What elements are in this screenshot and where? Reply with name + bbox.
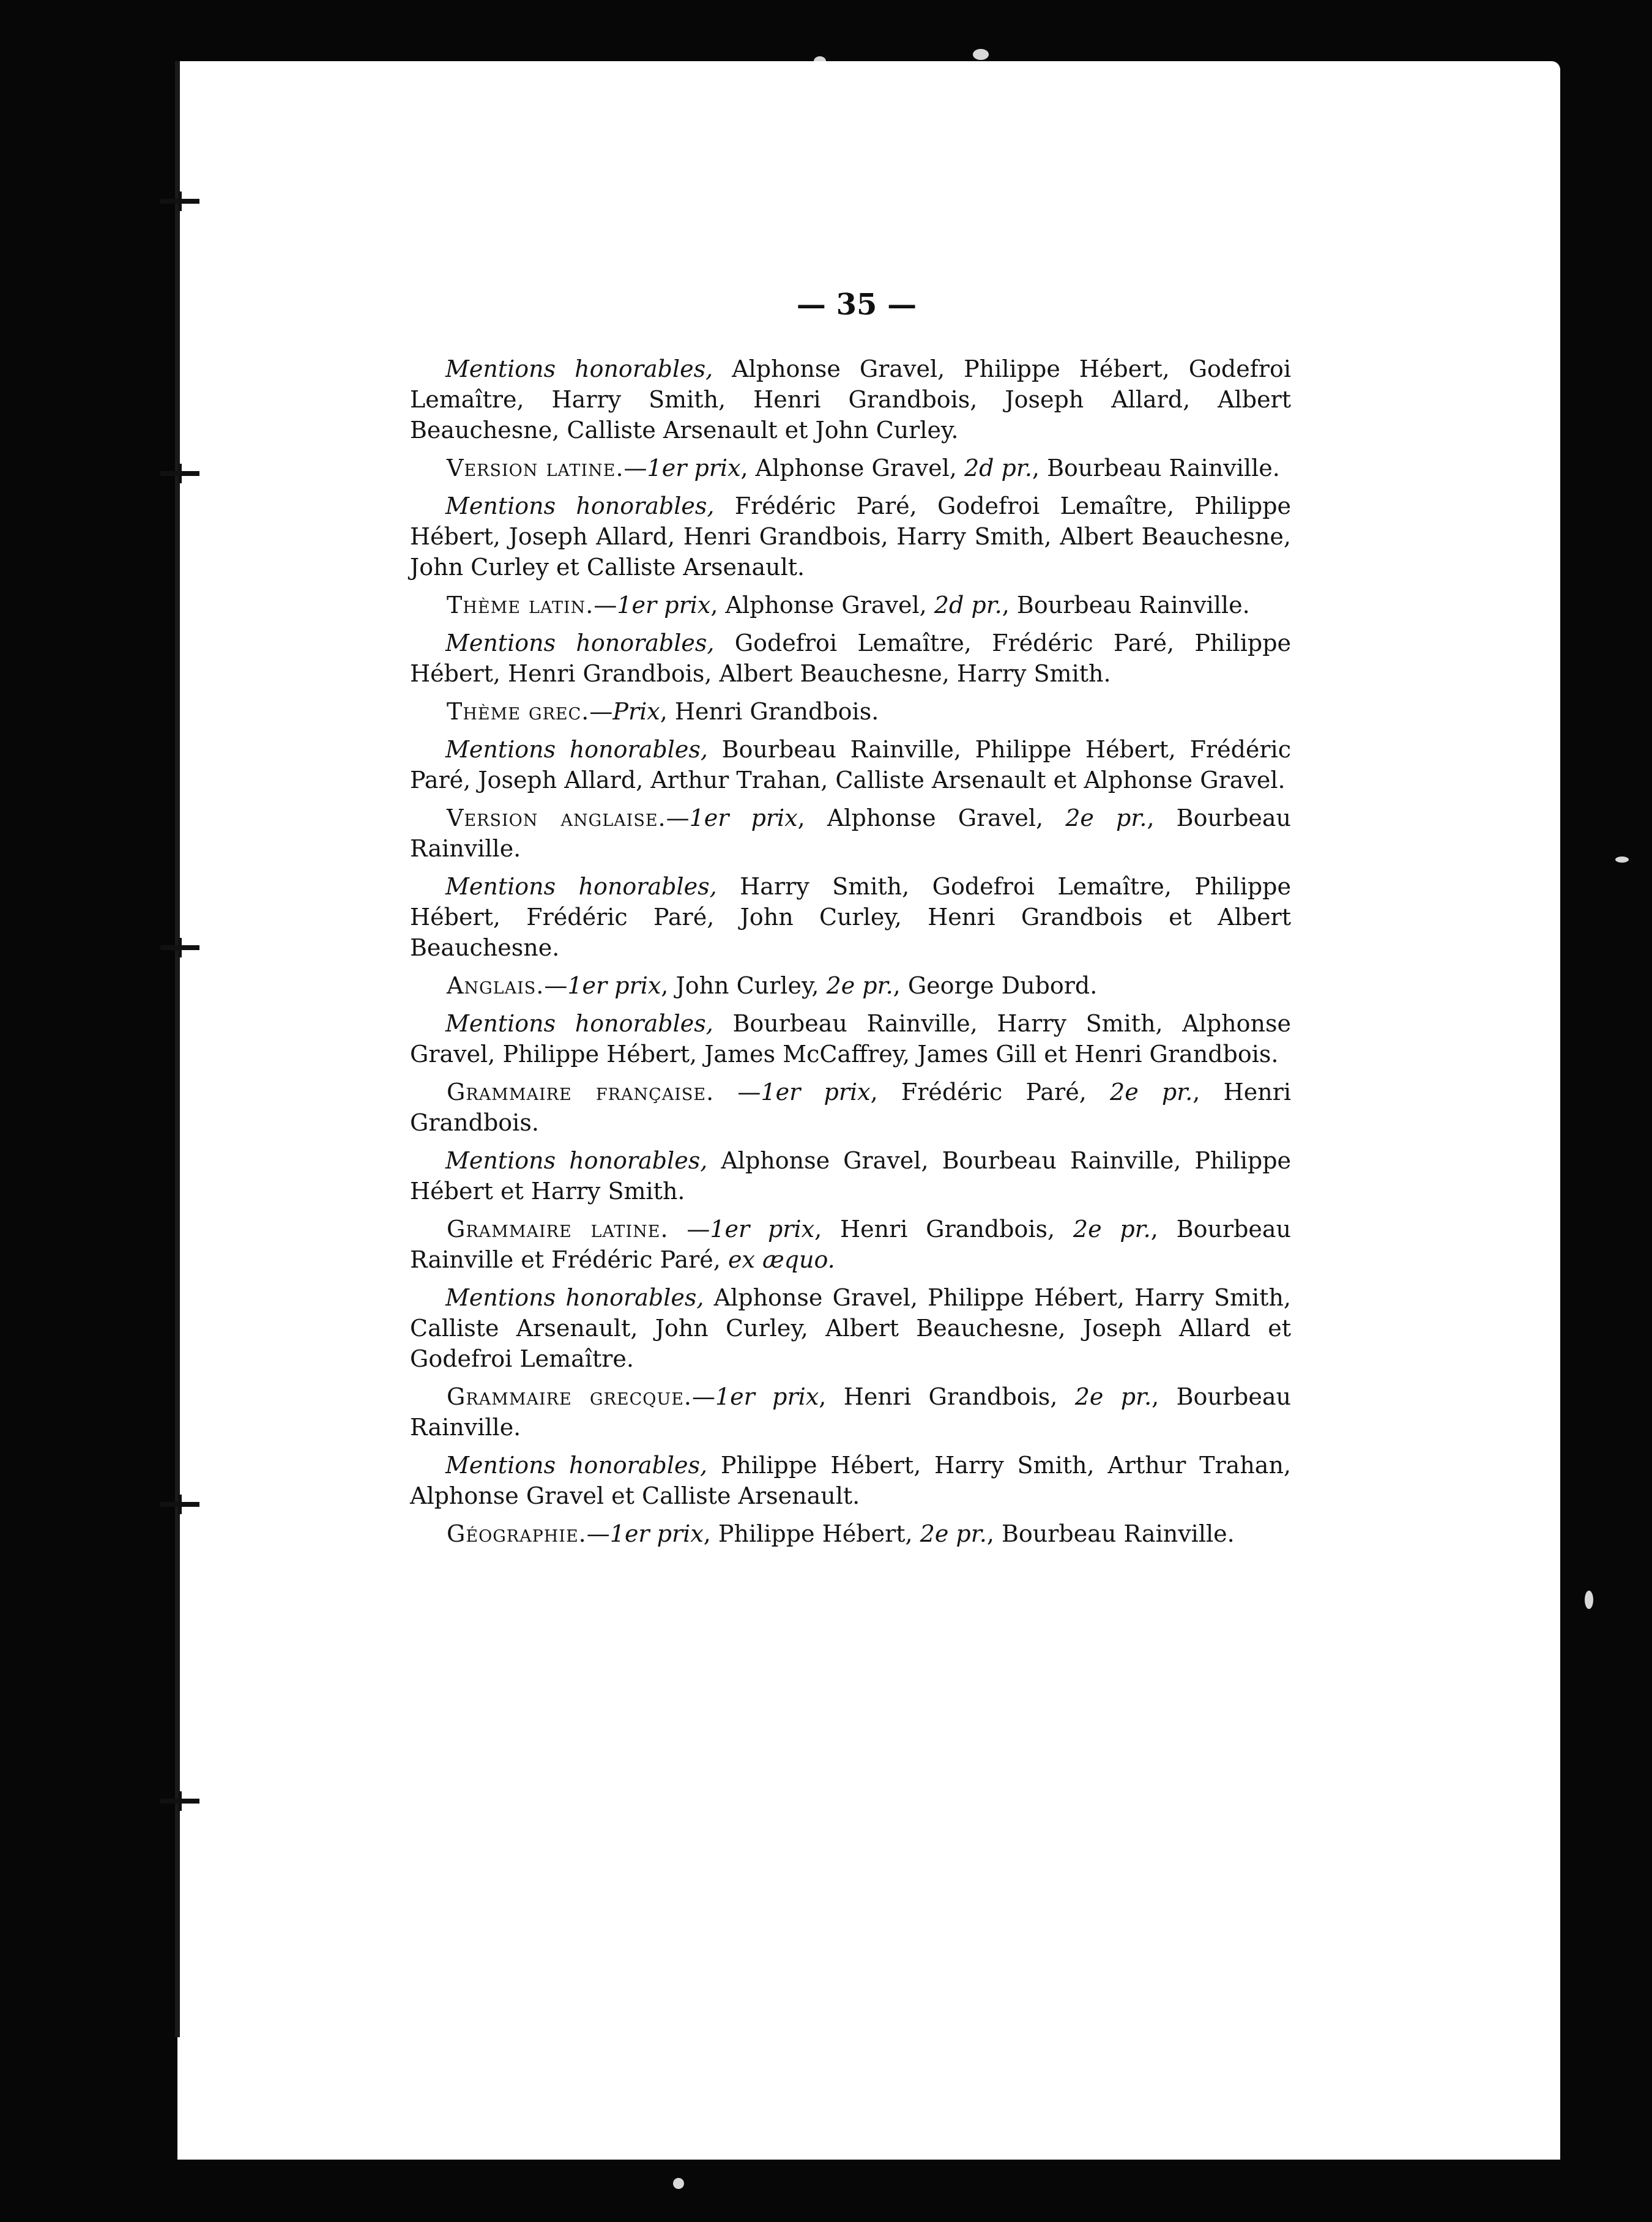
prize-text: , Bourbeau Rainville. xyxy=(1002,592,1250,619)
prize-rank: 2e pr. xyxy=(1074,1383,1152,1410)
prize-text: , Henri Grandbois. xyxy=(660,698,879,725)
prize-paragraph xyxy=(410,803,1291,864)
subject-heading: Grammaire latine. xyxy=(447,1216,669,1243)
subject-heading: Grammaire française. xyxy=(447,1079,715,1105)
prize-text: — xyxy=(589,698,613,725)
prize-text: , Bourbeau Rainville. xyxy=(1032,455,1280,481)
prize-text: — xyxy=(623,455,647,481)
mentions-label: Mentions honorables, xyxy=(445,736,708,763)
prize-rank: 2e pr. xyxy=(1065,804,1147,831)
binding-stitch xyxy=(160,199,199,204)
mentions-names: Godefroi Lemaître, Frédéric Paré, Philippe Hébert, Henri Grandbois, Albert Beauchesne, Harry Smith. xyxy=(410,630,1292,687)
prize-paragraph xyxy=(410,1077,1291,1138)
mentions-label: Mentions honorables, xyxy=(445,1284,704,1311)
prize-text: , Frédéric Paré, xyxy=(870,1079,1111,1105)
subject-heading: Anglais. xyxy=(447,972,545,999)
prize-rank: ex æquo. xyxy=(727,1246,835,1273)
prize-paragraph xyxy=(410,1214,1291,1275)
mentions-label: Mentions honorables, xyxy=(445,492,715,519)
scan-speck xyxy=(973,49,989,60)
prize-rank: 1er prix xyxy=(617,592,711,619)
prize-text: , Henri Grandbois, xyxy=(819,1383,1075,1410)
prize-text: , Henri Grandbois, xyxy=(814,1216,1073,1243)
prize-text: , Bourbeau Rainville. xyxy=(986,1520,1235,1547)
prize-paragraph xyxy=(410,970,1291,1001)
prize-rank: 1er prix xyxy=(710,1216,815,1243)
honorable-mentions-paragraph xyxy=(410,628,1291,689)
mentions-label: Mentions honorables, xyxy=(445,1010,713,1037)
prize-text: — xyxy=(593,592,617,619)
prize-rank: 2d pr. xyxy=(934,592,1002,619)
prize-text: — xyxy=(544,972,568,999)
prize-rank: 1er prix xyxy=(567,972,661,999)
prize-rank: 2d pr. xyxy=(964,455,1032,481)
prize-text: , Alphonse Gravel, xyxy=(797,804,1066,831)
subject-heading: Grammaire grecque. xyxy=(447,1383,692,1410)
honorable-mentions-paragraph xyxy=(410,1282,1291,1374)
prize-rank: 1er prix xyxy=(647,455,741,481)
mentions-label: Mentions honorables, xyxy=(445,630,715,656)
scan-speck xyxy=(1615,856,1629,863)
honorable-mentions-paragraph xyxy=(410,354,1291,445)
subject-heading: Version anglaise. xyxy=(447,804,666,831)
prize-rank: Prix xyxy=(612,698,660,725)
mentions-names: Philippe Hébert, Harry Smith, Arthur Trahan, Alphonse Gravel et Calliste Arsenault. xyxy=(410,1452,1292,1509)
prize-text: — xyxy=(691,1383,715,1410)
mentions-names: Bourbeau Rainville, Philippe Hébert, Frédéric Paré, Joseph Allard, Arthur Trahan, Calliste Arsenault et Alphonse Gravel. xyxy=(410,736,1291,793)
subject-heading: Thème latin. xyxy=(447,592,594,619)
prize-text: , George Dubord. xyxy=(893,972,1098,999)
binding-stitch xyxy=(160,471,199,476)
prize-text: , Henri Grandbois. xyxy=(410,1079,1292,1136)
mentions-names: Frédéric Paré, Godefroi Lemaître, Philippe Hébert, Joseph Allard, Henri Grandbois, Harry Smith, Albert Beauchesne, John Curley et Calliste Arsenault. xyxy=(410,492,1292,581)
binding-stitch xyxy=(160,1502,199,1507)
prize-paragraph xyxy=(410,1518,1291,1549)
mentions-names: Alphonse Gravel, Philippe Hébert, Godefroi Lemaître, Harry Smith, Henri Grandbois, Joseph Allard, Albert Beauchesne, Calliste Arsenault et John Curley. xyxy=(410,355,1291,444)
scan-speck xyxy=(673,2178,684,2189)
binding-edge xyxy=(175,61,180,2037)
prize-text: , John Curley, xyxy=(661,972,827,999)
mentions-label: Mentions honorables, xyxy=(445,1147,708,1174)
prize-rank: 1er prix xyxy=(689,804,798,831)
prize-text: — xyxy=(586,1520,610,1547)
prize-rank: 1er prix xyxy=(761,1079,871,1105)
mentions-label: Mentions honorables, xyxy=(445,873,717,900)
honorable-mentions-paragraph xyxy=(410,1008,1291,1069)
prize-paragraph xyxy=(410,696,1291,727)
prize-paragraph xyxy=(410,590,1291,620)
prize-rank: 1er prix xyxy=(609,1520,704,1547)
prize-text: — xyxy=(668,1216,710,1243)
prize-text: , Bourbeau Rainville. xyxy=(410,1383,1291,1441)
prize-text: , Alphonse Gravel, xyxy=(740,455,964,481)
mentions-label: Mentions honorables, xyxy=(445,355,713,382)
honorable-mentions-paragraph xyxy=(410,1145,1291,1206)
binding-stitch xyxy=(160,1799,199,1804)
mentions-names: Harry Smith, Godefroi Lemaître, Philippe Hébert, Frédéric Paré, John Curley, Henri Grandbois et Albert Beauchesne. xyxy=(410,873,1291,961)
subject-heading: Thème grec. xyxy=(447,698,590,725)
mentions-label: Mentions honorables, xyxy=(445,1452,708,1479)
scan-speck xyxy=(1585,1591,1593,1609)
honorable-mentions-paragraph xyxy=(410,1450,1291,1511)
prize-rank: 2e pr. xyxy=(920,1520,987,1547)
binding-stitch xyxy=(160,945,199,950)
prize-text: , Bourbeau Rainville et Frédéric Paré, xyxy=(410,1216,1292,1273)
prize-text: , Philippe Hébert, xyxy=(703,1520,920,1547)
prize-list-text xyxy=(410,354,1291,1556)
subject-heading: Version latine. xyxy=(447,455,624,481)
mentions-names: Bourbeau Rainville, Harry Smith, Alphonse Gravel, Philippe Hébert, James McCaffrey, James Gill et Henri Grandbois. xyxy=(410,1010,1291,1068)
prize-text: , Bourbeau Rainville. xyxy=(410,804,1292,862)
prize-rank: 2e pr. xyxy=(1073,1216,1151,1243)
mentions-names: Alphonse Gravel, Bourbeau Rainville, Philippe Hébert et Harry Smith. xyxy=(410,1147,1292,1205)
prize-text: — xyxy=(666,804,690,831)
subject-heading: Géographie. xyxy=(447,1520,587,1547)
page-number: — 35 — xyxy=(796,288,917,322)
prize-text: , Alphonse Gravel, xyxy=(710,592,934,619)
prize-text: — xyxy=(714,1079,761,1105)
honorable-mentions-paragraph xyxy=(410,734,1291,795)
prize-rank: 2e pr. xyxy=(826,972,893,999)
honorable-mentions-paragraph xyxy=(410,491,1291,582)
prize-rank: 2e pr. xyxy=(1110,1079,1193,1105)
mentions-names: Alphonse Gravel, Philippe Hébert, Harry Smith, Calliste Arsenault, John Curley, Albert Beauchesne, Joseph Allard et Godefroi Lemaître. xyxy=(410,1284,1292,1372)
honorable-mentions-paragraph xyxy=(410,871,1291,963)
prize-rank: 1er prix xyxy=(715,1383,819,1410)
prize-paragraph xyxy=(410,453,1291,483)
prize-paragraph xyxy=(410,1381,1291,1443)
